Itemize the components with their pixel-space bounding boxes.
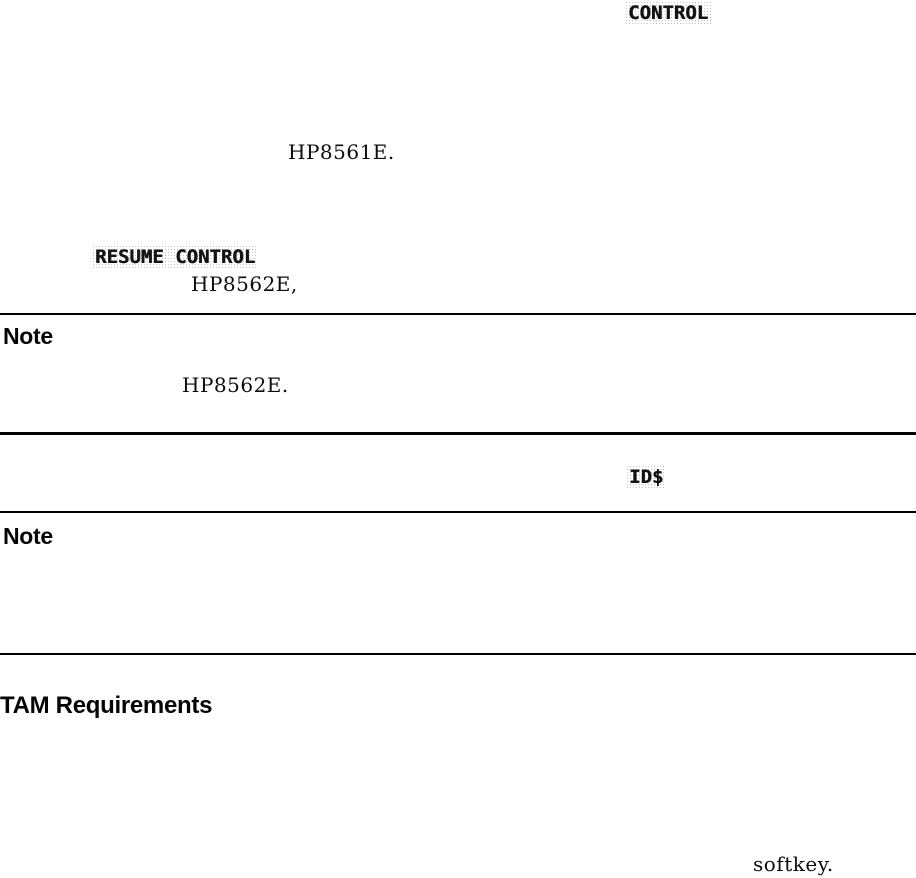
model-text-hp8561e: HP8561E. (288, 140, 395, 164)
note1-top-rule (0, 313, 916, 315)
model-text-hp8562e-comma: HP8562E, (191, 272, 298, 296)
note2-label: Note (3, 523, 53, 549)
softkey-word-text: softkey. (753, 852, 834, 876)
section-heading-tam: TAM Requirements (0, 692, 213, 719)
softkey-label-id: ID$ (626, 465, 666, 490)
model-text-hp8562e-period: HP8562E. (182, 373, 289, 397)
softkey-label-resume-control: RESUME CONTROL (92, 245, 258, 270)
note1-bottom-rule (0, 432, 916, 435)
note1-label: Note (3, 323, 53, 349)
softkey-label-control: CONTROL (625, 1, 711, 26)
note2-top-rule (0, 511, 916, 513)
note2-bottom-rule (0, 653, 916, 655)
